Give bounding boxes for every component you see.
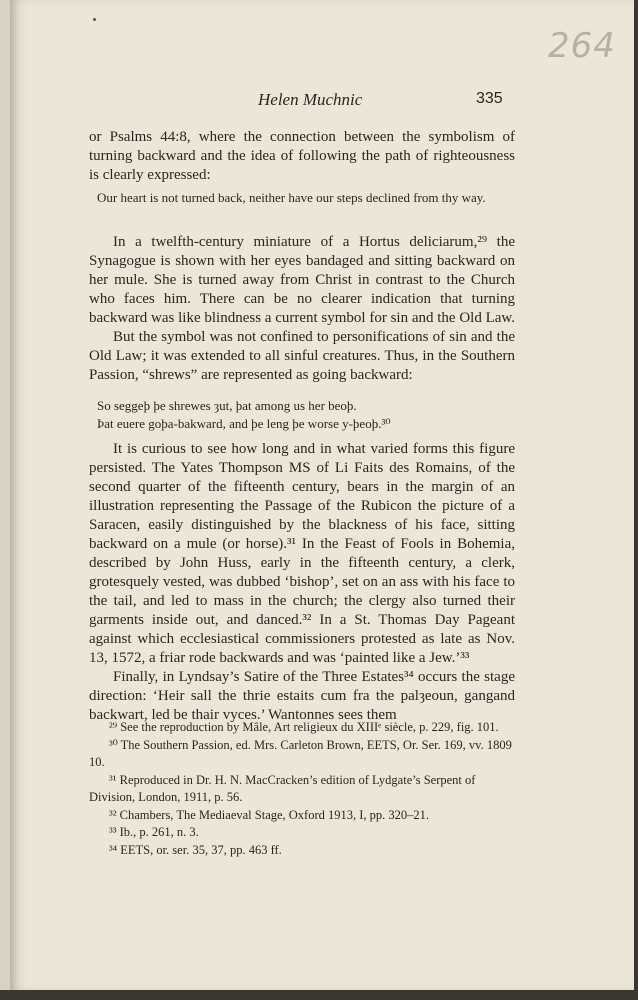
quotation-text: Our heart is not turned back, neither have our steps declined from thy way.	[97, 190, 486, 205]
paragraph-text: or Psalms 44:8, where the connection between the symbolism of turning backward and the idea of following the path of righteousness is clearly expressed:	[89, 129, 515, 183]
running-head: Helen Muchnic	[258, 90, 363, 109]
right-page-edge	[634, 0, 638, 1000]
bottom-page-edge	[0, 990, 638, 1000]
paragraph-text: But the symbol was not confined to personifications of sin and the Old Law; it was extended to all sinful creatures. Thus, in the Southern Passion, “shrews” are represented as going backward:	[89, 329, 515, 383]
footnote-31-continued: Division, London, 1911, p. 56.	[89, 790, 243, 804]
footnote-34: ³⁴ EETS, or. ser. 35, 37, pp. 463 ff.	[109, 842, 282, 857]
quotation-line: Þat euere goþa-bakward, and þe leng þe worse y-þeoþ.³⁰	[97, 416, 391, 431]
quotation-southern-passion	[89, 397, 523, 433]
paragraph-4	[89, 440, 515, 725]
paragraph-2	[89, 233, 515, 385]
footnotes	[89, 719, 515, 859]
page-number: 335	[476, 90, 503, 107]
handwritten-archive-number: 264	[548, 26, 616, 66]
ink-dot	[93, 18, 96, 21]
quotation-psalm	[89, 189, 523, 207]
paragraph-1	[89, 128, 515, 185]
footnote-31: ³¹ Reproduced in Dr. H. N. MacCracken’s edition of Lydgate’s Serpent of	[109, 772, 476, 787]
paragraph-text: In a twelfth-century miniature of a Hortus deliciarum,²⁹ the Synagogue is shown with her eyes bandaged and sitting backward on her mule. She is turned away from Christ in contrast to the Church who faces him. There can be no clearer indication that turning backward was like blindness a current symbol for sin and the Old Law.	[89, 234, 515, 326]
footnote-30-continued: 10.	[89, 755, 105, 769]
paragraph-text: Finally, in Lyndsay’s Satire of the Three Estates³⁴ occurs the stage direction: ‘Heir sall the thrie estaits cum fra the palȝeoun, gangand backwart, led be thair vyces.’ Wantonnes sees them	[89, 669, 515, 723]
footnote-33: ³³ Ib., p. 261, n. 3.	[109, 825, 199, 839]
footnote-30: ³⁰ The Southern Passion, ed. Mrs. Carleton Brown, EETS, Or. Ser. 169, vv. 1809	[109, 737, 512, 752]
footnote-32: ³² Chambers, The Mediaeval Stage, Oxford 1913, I, pp. 320–21.	[109, 807, 430, 822]
quotation-line: So seggeþ þe shrewes ȝut, þat among us her beoþ.	[97, 398, 357, 413]
footnote-29: ²⁹ See the reproduction by Mâle, Art religieux du XIIIᵉ siècle, p. 229, fig. 101.	[109, 720, 499, 734]
paragraph-text: It is curious to see how long and in what varied forms this figure persisted. The Yates Thompson MS of Li Faits des Romains, of the second quarter of the fifteenth century, bears in the margin of an illustration representing the Passage of the Rubicon the picture of a Saracen, easily distinguished by the blackness of his face, sitting backward on a mule (or horse).³¹ In the Feast of Fools in Bohemia, described by John Huss, early in the fifteenth century, a clerk, grotesquely vested, was dubbed ‘bishop’, set on an ass with his face to the tail, and led to mass in the church; the clergy also turned their garments inside out, and danced.³² In a St. Thomas Day Pageant against which ecclesiastical commissioners protested as late as Nov. 13, 1572, a friar rode backwards and was ‘painted like a Jew.’³³	[89, 441, 515, 666]
